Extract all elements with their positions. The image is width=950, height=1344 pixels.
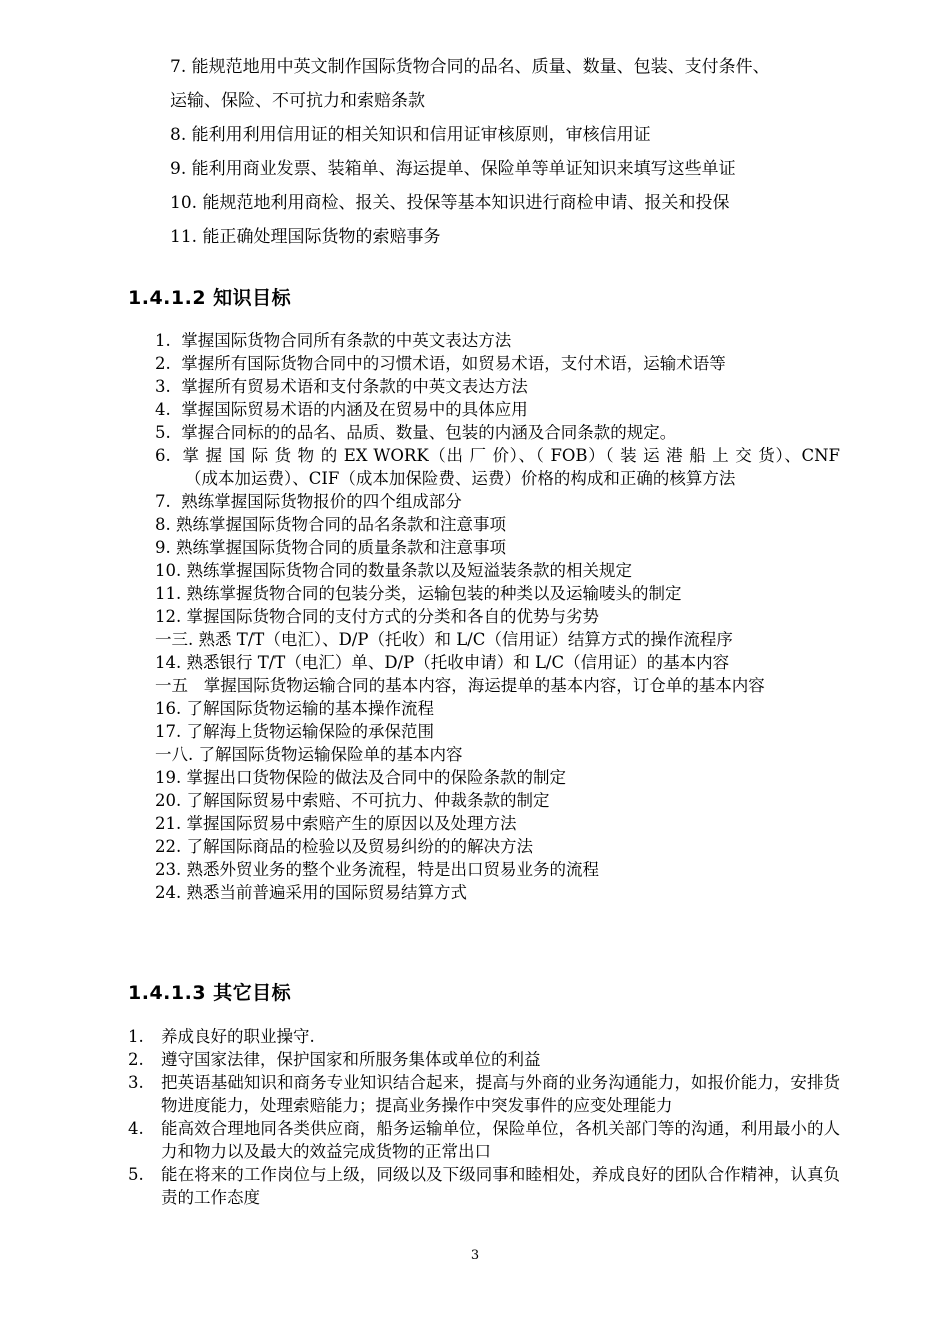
list-item: 11. 能正确处理国际货物的索赔事务	[170, 227, 441, 247]
item-text: 熟悉 T/T（电汇）、D/P（托收）和 L/C（信用证）结算方式的操作流程序	[198, 630, 733, 649]
list-item	[128, 789, 840, 812]
item-number: 3.	[155, 377, 171, 396]
page-number: 3	[470, 1248, 480, 1263]
item-text: 掌 握 国 际 货 物 的 EX WORK（出 厂 价）、（ FOB）（ 装 运 港 船 上 交 货）、CNF（成本加运费）、CIF（成本加保险费、运费）价格的构成和正确的核算方法	[182, 446, 840, 488]
list-item: 7. 能规范地用中英文制作国际货物合同的品名、质量、数量、包装、支付条件、	[170, 57, 770, 77]
list-item	[128, 513, 840, 536]
list-item	[128, 881, 840, 904]
skill-objectives-continued	[170, 50, 850, 254]
item-number: 16.	[155, 699, 182, 718]
list-item	[128, 398, 840, 421]
item-number: 11.	[155, 584, 182, 603]
item-number: 5.	[128, 1165, 144, 1184]
item-text: 了解国际贸易中索赔、不可抗力、仲裁条款的制定	[186, 791, 550, 810]
item-text: 掌握所有贸易术语和支付条款的中英文表达方法	[181, 377, 528, 396]
item-number: 3.	[128, 1073, 144, 1092]
list-item	[128, 1025, 840, 1048]
item-number: 20.	[155, 791, 182, 810]
item-text: 了解国际货物运输保险单的基本内容	[198, 745, 463, 764]
item-number: 4.	[128, 1119, 144, 1138]
list-item: 10. 能规范地利用商检、报关、投保等基本知识进行商检申请、报关和投保	[170, 193, 730, 213]
item-number: 22.	[155, 837, 182, 856]
item-text: 掌握所有国际货物合同中的习惯术语，如贸易术语，支付术语，运输术语等	[181, 354, 726, 373]
list-item	[128, 743, 840, 766]
other-objectives-list	[128, 1025, 840, 1209]
item-text: 熟练掌握国际货物报价的四个组成部分	[181, 492, 462, 511]
item-text: 能在将来的工作岗位与上级，同级以及下级同事和睦相处，养成良好的团队合作精神，认真负责的工作态度	[161, 1165, 840, 1207]
item-text: 熟悉外贸业务的整个业务流程，特是出口贸易业务的流程	[186, 860, 599, 879]
item-number: 17.	[155, 722, 182, 741]
item-text: 了解国际货物运输的基本操作流程	[186, 699, 434, 718]
list-item	[128, 559, 840, 582]
item-text: 能高效合理地同各类供应商，船务运输单位，保险单位，各机关部门等的沟通，利用最小的人力和物力以及最大的效益完成货物的正常出口	[161, 1119, 840, 1161]
list-item	[128, 536, 840, 559]
item-number: 1.	[155, 331, 171, 350]
list-item	[128, 352, 840, 375]
list-item	[128, 651, 840, 674]
item-number: 一八.	[155, 745, 194, 764]
item-text: 遵守国家法律，保护国家和所服务集体或单位的利益	[161, 1050, 541, 1069]
list-item	[128, 1071, 840, 1117]
list-item	[128, 329, 840, 352]
list-item	[128, 444, 840, 490]
item-text: 熟悉银行 T/T（电汇）单、D/P（托收申请）和 L/C（信用证）的基本内容	[186, 653, 730, 672]
item-number: 14.	[155, 653, 182, 672]
item-number: 2.	[155, 354, 171, 373]
list-item	[128, 812, 840, 835]
list-item	[128, 1163, 840, 1209]
item-text: 掌握国际货物运输合同的基本内容，海运提单的基本内容，订仓单的基本内容	[203, 676, 765, 695]
item-number: 6.	[155, 446, 171, 465]
list-item: 9. 能利用商业发票、装箱单、海运提单、保险单等单证知识来填写这些单证	[170, 159, 736, 179]
item-number: 4.	[155, 400, 171, 419]
item-number: 10.	[155, 561, 182, 580]
item-number: 一五	[155, 676, 188, 695]
list-item	[128, 421, 840, 444]
list-item	[128, 1117, 840, 1163]
list-item	[128, 674, 840, 697]
list-item	[128, 720, 840, 743]
item-text: 熟练掌握国际货物合同的质量条款和注意事项	[176, 538, 506, 557]
list-item	[128, 628, 840, 651]
list-item	[128, 375, 840, 398]
section-heading-other: 1.4.1.3 其它目标	[128, 982, 292, 1004]
list-item	[128, 766, 840, 789]
item-text: 掌握国际贸易术语的内涵及在贸易中的具体应用	[181, 400, 528, 419]
item-number: 一三.	[155, 630, 194, 649]
knowledge-objectives-list	[128, 329, 840, 904]
list-item: 运输、保险、不可抗力和索赔条款	[170, 91, 425, 111]
list-item	[128, 835, 840, 858]
item-text: 把英语基础知识和商务专业知识结合起来，提高与外商的业务沟通能力，如报价能力，安排货物进度能力，处理索赔能力；提高业务操作中突发事件的应变处理能力	[161, 1073, 840, 1115]
item-text: 了解国际商品的检验以及贸易纠纷的的解决方法	[186, 837, 533, 856]
item-number: 7.	[155, 492, 171, 511]
item-text: 养成良好的职业操守.	[161, 1027, 315, 1046]
list-item	[128, 697, 840, 720]
list-item	[128, 1048, 840, 1071]
item-text: 熟悉当前普遍采用的国际贸易结算方式	[186, 883, 467, 902]
item-number: 24.	[155, 883, 182, 902]
section-heading-knowledge: 1.4.1.2 知识目标	[128, 287, 292, 309]
item-text: 掌握国际货物合同所有条款的中英文表达方法	[181, 331, 512, 350]
item-number: 9.	[155, 538, 171, 557]
item-number: 12.	[155, 607, 182, 626]
list-item	[128, 490, 840, 513]
item-number: 19.	[155, 768, 182, 787]
item-text: 了解海上货物运输保险的承保范围	[186, 722, 434, 741]
item-number: 8.	[155, 515, 171, 534]
item-text: 掌握出口货物保险的做法及合同中的保险条款的制定	[186, 768, 566, 787]
item-text: 熟练掌握国际货物合同的数量条款以及短溢装条款的相关规定	[186, 561, 632, 580]
item-number: 21.	[155, 814, 182, 833]
item-text: 熟练掌握货物合同的包装分类，运输包装的种类以及运输唛头的制定	[186, 584, 682, 603]
item-number: 5.	[155, 423, 171, 442]
item-text: 掌握合同标的的品名、品质、数量、包装的内涵及合同条款的规定。	[181, 423, 677, 442]
item-number: 2.	[128, 1050, 144, 1069]
list-item	[128, 605, 840, 628]
item-text: 掌握国际贸易中索赔产生的原因以及处理方法	[186, 814, 517, 833]
list-item	[128, 858, 840, 881]
item-text: 熟练掌握国际货物合同的品名条款和注意事项	[176, 515, 506, 534]
list-item: 8. 能利用利用信用证的相关知识和信用证审核原则，审核信用证	[170, 125, 651, 145]
item-text: 掌握国际货物合同的支付方式的分类和各自的优势与劣势	[186, 607, 599, 626]
item-number: 23.	[155, 860, 182, 879]
item-number: 1.	[128, 1027, 144, 1046]
list-item	[128, 582, 840, 605]
